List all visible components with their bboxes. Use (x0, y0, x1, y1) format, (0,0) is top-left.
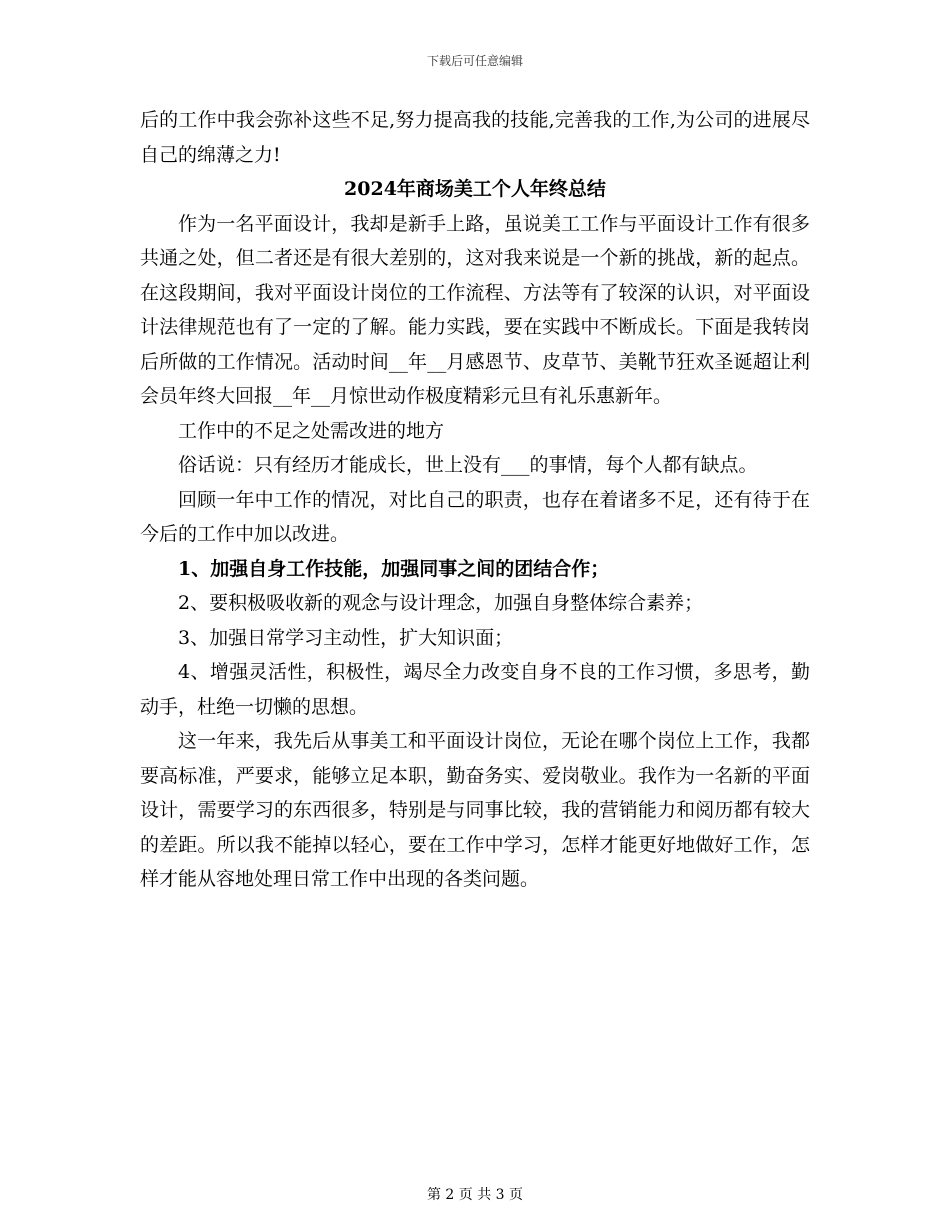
document-title: 2024年商场美工个人年终总结 (344, 178, 606, 200)
paragraph-conclusion: 这一年来，我先后从事美工和平面设计岗位，无论在哪个岗位上工作，我都要高标准，严要求，能够立足本职，勤奋务实、爱岗敬业。我作为一名新的平面设计，需要学习的东西很多，特别是与同事比较，我的营销能力和阅历都有较大的差距。所以我不能掉以轻心，要在工作中学习，怎样才能更好地做好工作，怎样才能从容地处理日常工作中出现的各类问题。 (140, 730, 810, 890)
paragraph-review: 回顾一年中工作的情况，对比自己的职责，也存在着诸多不足，还有待于在今后的工作中加以改进。 (140, 488, 810, 545)
page-number: 第 2 页 共 3 页 (426, 1187, 524, 1203)
list-item-3: 3、加强日常学习主动性，扩大知识面； (178, 626, 514, 649)
section-heading-shortcomings: 工作中的不足之处需改进的地方 (178, 419, 445, 442)
paragraph-saying: 俗话说：只有经历才能成长，世上没有___的事情，每个人都有缺点。 (178, 454, 758, 476)
paragraph-intro: 作为一名平面设计，我却是新手上路，虽说美工工作与平面设计工作有很多共通之处，但二者还是有很大差别的，这对我来说是一个新的挑战，新的起点。在这段期间，我对平面设计岗位的工作流程、方法等有了较深的认识，对平面设计法律规范也有了一定的了解。能力实践，要在实践中不断成长。下面是我转岗后所做的工作情况。活动时间__年__月感恩节、皮草节、美靴节狂欢圣诞超让利会员年终大回报__年__月惊世动作极度精彩元旦有礼乐惠新年。 (140, 212, 810, 407)
page-header-note: 下载后可任意编辑 (426, 54, 523, 68)
document-body (140, 103, 810, 897)
paragraph-continuation: 后的工作中我会弥补这些不足,努力提高我的技能,完善我的工作,为公司的进展尽自己的绵薄之力! (140, 109, 810, 166)
list-item-4: 4、增强灵活性，积极性，竭尽全力改变自身不良的工作习惯，多思考，勤动手，杜绝一切懒的思想。 (140, 661, 810, 718)
list-item-2: 2、要积极吸收新的观念与设计理念，加强自身整体综合素养； (178, 592, 704, 614)
list-item-1: 1、加强自身工作技能，加强同事之间的团结合作； (178, 557, 610, 580)
